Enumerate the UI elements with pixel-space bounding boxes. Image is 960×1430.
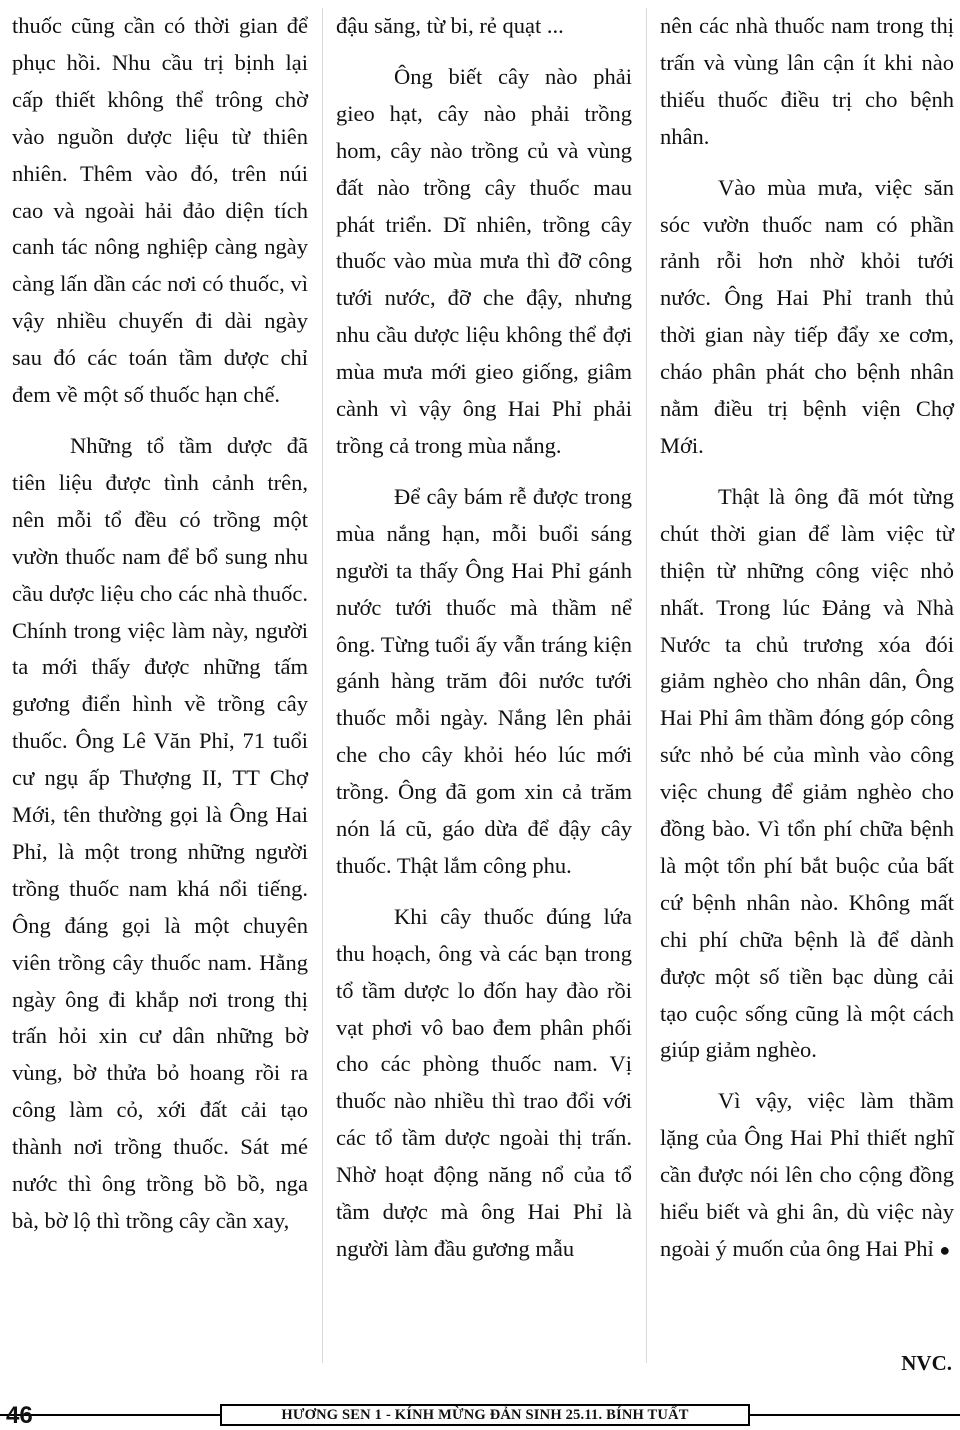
column-divider — [646, 8, 647, 1363]
paragraph: đậu săng, từ bi, rẻ quạt ... — [336, 13, 564, 38]
paragraph: Để cây bám rễ được trong mùa nắng hạn, mỗi buổi sáng người ta thấy Ông Hai Phỉ gánh nước tưới thuốc mà thầm nể ông. Từng tuổi ấy vẫn tráng kiện gánh hàng trăm đôi nước tưới thuốc mỗi ngày. Nắng lên phải che cho cây khỏi héo lúc mới trồng. Ông đã gom xin cả trăm nón lá cũ, gáo dừa để đậy cây thuốc. Thật lắm công phu. — [336, 483, 632, 878]
paragraph: Thật là ông đã mót từng chút thời gian để làm việc từ thiện từ những công việc nhỏ nhất. Trong lúc Đảng và Nhà Nước ta chủ trương xóa đói giảm nghèo cho nhân dân, Ông Hai Phỉ âm thầm đóng góp công sức nhỏ bé của mình vào công việc chung để giảm nghèo cho đồng bào. Vì tổn phí chữa bệnh là một tổn phí bắt buộc của bất cứ bệnh nhân nào. Không mất chi phí chữa bệnh là để dành được một số tiền bạc dùng cải tạo cuộc sống cũng là một cách giúp giảm nghèo. — [660, 483, 954, 1063]
paragraph: thuốc cũng cần có thời gian để phục hồi. Nhu cầu trị bịnh lại cấp thiết không thể trông chờ vào nguồn dược liệu từ thiên nhiên. Thêm vào đó, trên núi cao và ngoài hải đảo diện tích canh tác nông nghiệp càng ngày càng lấn dần các nơi có thuốc, vì vậy nhiều chuyến đi dài ngày sau đó các toán tầm dược chỉ đem về một số thuốc hạn chế. — [12, 13, 308, 408]
page-number: 46 — [6, 1402, 33, 1429]
paragraph: nên các nhà thuốc nam trong thị trấn và vùng lân cận ít khi nào thiếu thuốc điều trị cho bệnh nhân. — [660, 13, 954, 149]
paragraph-text: Vì vậy, việc làm thầm lặng của Ông Hai Phỉ thiết nghĩ cần được nói lên cho cộng đồng hiểu biết và ghi ân, dù việc này ngoài ý muốn của ông Hai Phỉ — [660, 1088, 954, 1261]
paragraph: Khi cây thuốc đúng lứa thu hoạch, ông và các bạn trong tổ tầm dược lo đốn hay đào rồi vạt phơi vô bao đem phân phối cho các phòng thuốc nam. Vị thuốc nào nhiều thì trao đổi với các tổ tầm dược ngoài thị trấn. Nhờ hoạt động năng nổ của tổ tầm dược mà ông Hai Phỉ là người làm đầu gương mẫu — [336, 903, 632, 1261]
footer-banner: HƯƠNG SEN 1 - KÍNH MỪNG ĐẢN SINH 25.11. BÍNH TUẤT — [220, 1404, 750, 1426]
end-mark-icon: ● — [939, 1240, 951, 1260]
column-divider — [322, 8, 323, 1363]
paragraph: Vào mùa mưa, việc săn sóc vườn thuốc nam có phần rảnh rỗi hơn nhờ khỏi tưới nước. Ông Hai Phỉ tranh thủ thời gian này tiếp đẩy xe cơm, cháo phân phát cho bệnh nhân nằm điều trị bệnh viện Chợ Mới. — [660, 174, 954, 458]
article-column-2 — [336, 8, 632, 1268]
paragraph: Những tổ tầm dược đã tiên liệu được tình cảnh trên, nên mỗi tổ đều có trồng một vườn thuốc nam để bổ sung nhu cầu dược liệu cho các nhà thuốc. Chính trong việc làm này, người ta mới thấy được những tấm gương điển hình về trồng cây thuốc. Ông Lê Văn Phỉ, 71 tuổi cư ngụ ấp Thượng II, TT Chợ Mới, tên thường gọi là Ông Hai Phỉ, là một trong những người trồng thuốc nam khá nổi tiếng. Ông đáng gọi là một chuyên viên trồng cây thuốc nam. Hằng ngày ông đi khắp nơi trong thị trấn hỏi xin cư dân những bờ vùng, bờ thửa bỏ hoang rồi ra công làm cỏ, xới đất cải tạo thành nơi trồng thuốc. Sát mé nước thì ông trồng bồ bồ, nga bà, bờ lộ thì trồng cây cần xay, — [12, 432, 308, 1233]
article-column-3 — [660, 8, 954, 1269]
paragraph: Ông biết cây nào phải gieo hạt, cây nào phải trồng hom, cây nào trồng củ và vùng đất nào trồng cây thuốc mau phát triển. Dĩ nhiên, trồng cây thuốc vào mùa mưa thì đỡ công tưới nước, đỡ che đậy, nhưng nhu cầu dược liệu không thể đợi mùa mưa mới gieo giống, giâm cành vì vậy ông Hai Phỉ phải trồng cả trong mùa nắng. — [336, 63, 632, 458]
article-column-1 — [12, 8, 308, 1240]
author-signature: NVC. — [901, 1351, 952, 1375]
paragraph — [660, 1083, 954, 1269]
